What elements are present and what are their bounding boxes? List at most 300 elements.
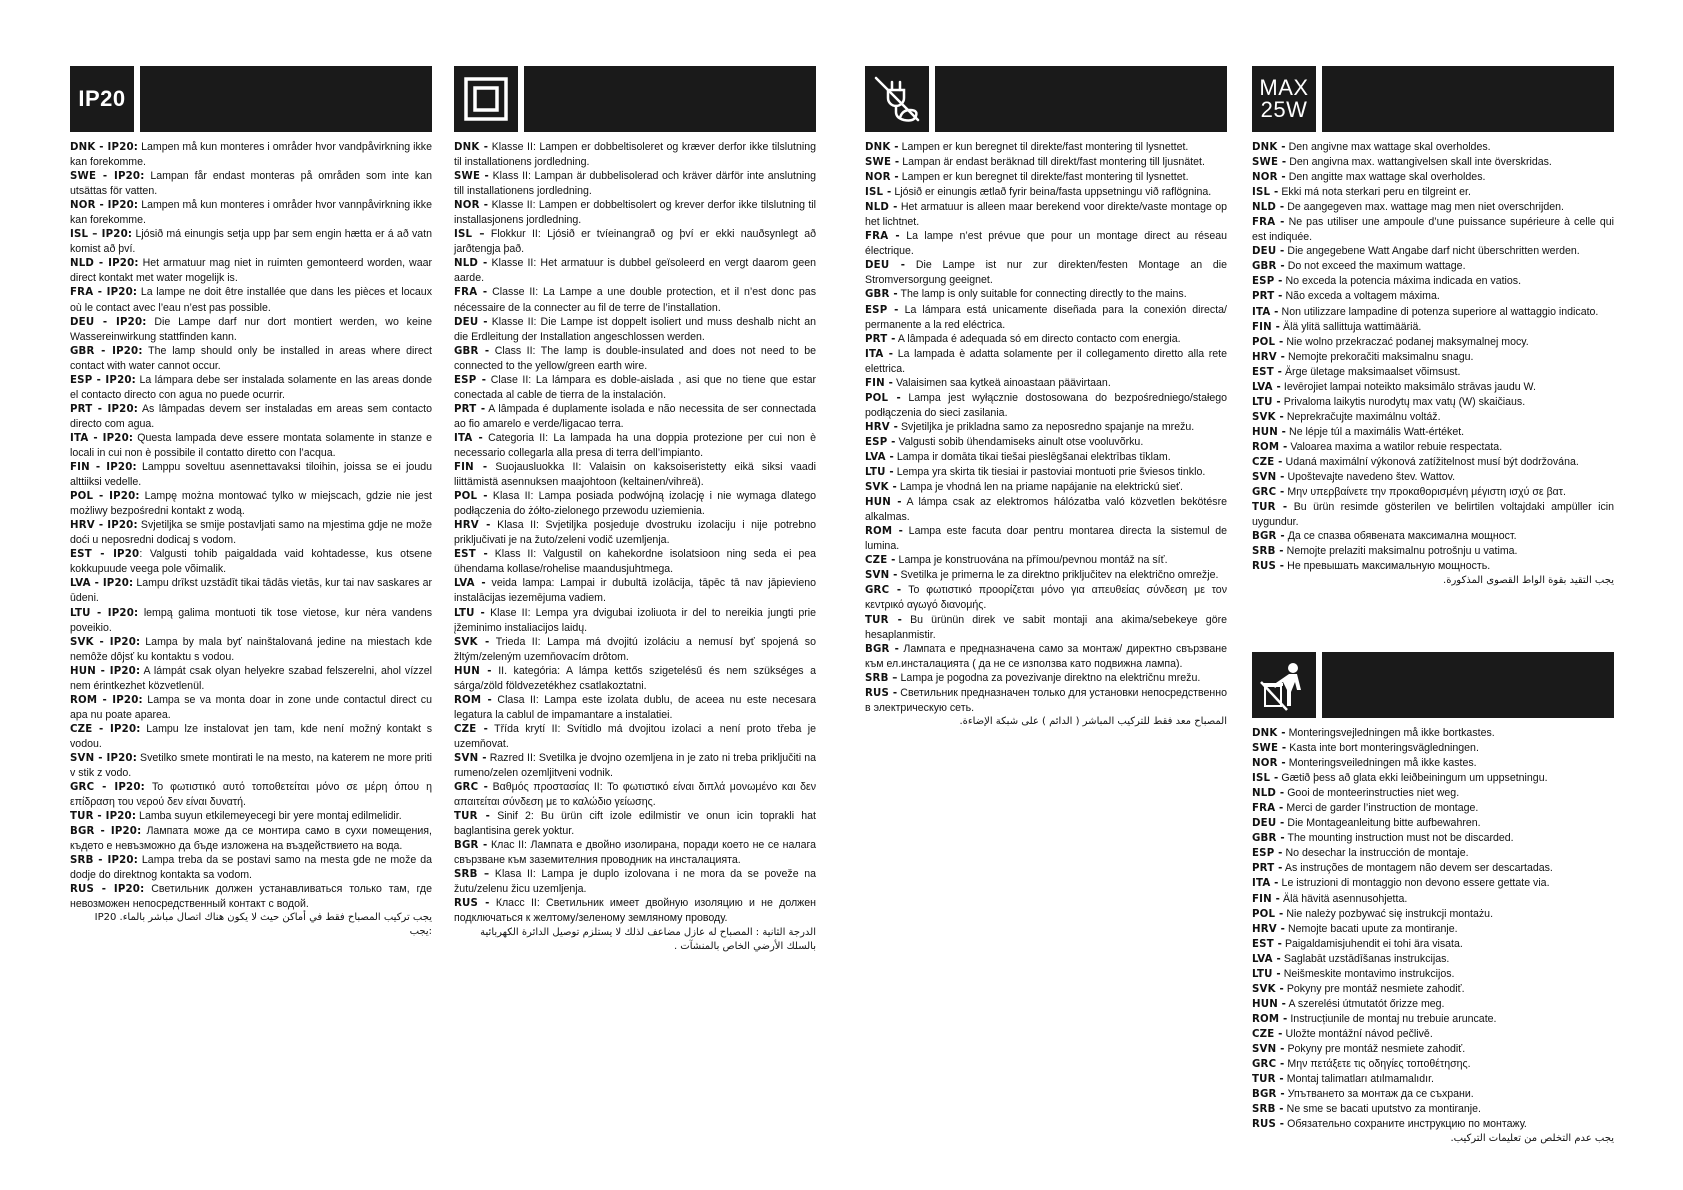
language-code: PRT -	[1252, 863, 1283, 875]
entry-text: A lâmpada é adequada só em directo contacto com energia.	[895, 332, 1181, 345]
language-code: PRT -	[865, 333, 896, 345]
entry-text: Pokyny pre montáž nesmiete zahodiť.	[1283, 982, 1465, 995]
entry-text: Classe II: La Lampe a une double protection, et il n’est donc pas nécessaire de la connecter au fil de terre de l’installation.	[454, 286, 816, 314]
entry-text: Privaloma laikytis nurodytų max vatų (W) skaičiaus.	[1280, 395, 1526, 408]
language-entry	[865, 686, 1227, 715]
language-code: POL - IP20:	[70, 491, 140, 503]
language-entry	[1252, 741, 1614, 756]
entry-text: Обязательно сохраните инструкцию по монтажу.	[1284, 1118, 1527, 1131]
entry-text: Lampan är endast beräknad till direkt/fast montering till ljusnätet.	[899, 156, 1205, 169]
language-entry	[70, 227, 432, 256]
language-entry	[1252, 1057, 1614, 1072]
language-entry	[1252, 559, 1614, 574]
class2-header	[454, 66, 816, 134]
entry-text: Βαθμός προστασίας II: Το φωτιστικό είναι διπλά μονωμένο και δεν απαιτείται σύνδεση με το καλώδιο γείωσης.	[454, 781, 816, 809]
language-entry	[70, 780, 432, 809]
language-entry	[1252, 500, 1614, 529]
language-code: LTU -	[1252, 968, 1281, 980]
language-entry	[70, 751, 432, 780]
language-code: SVN -	[865, 570, 898, 582]
entry-text: Lampa je pogodna za povezivanje direktno na električnu mrežu.	[897, 671, 1201, 684]
language-entry	[70, 256, 432, 285]
language-entry	[70, 489, 432, 518]
entry-text: Valgusti sobib ühendamiseks ainult otse vooluvõrku.	[895, 435, 1144, 448]
language-entry	[70, 198, 432, 227]
language-entry	[1252, 155, 1614, 170]
entry-text: Lampen er kun beregnet til direkte/fast montering til lysnettet.	[898, 171, 1189, 184]
language-entry	[1252, 1117, 1614, 1132]
entry-text: Die Lampe darf nur dort montiert werden, wo keine Wassereinwirkung stattfinden kann.	[70, 315, 433, 343]
language-code: DEU -	[865, 260, 906, 272]
arabic-text: يجب عدم التخلص من تعليمات التركيب.	[1450, 1133, 1614, 1145]
language-entry	[70, 824, 432, 853]
language-code: FIN -	[865, 377, 894, 389]
entry-text: Клас II: Лампата е двойно изолирана, поради което не се налага свързване към заземителния проводник на инсталацията.	[454, 839, 817, 867]
language-code: NOR - IP20:	[70, 200, 139, 212]
language-code: DNK -	[1252, 728, 1286, 739]
language-entry	[1252, 816, 1614, 831]
wattage-label: 25W	[1260, 97, 1308, 122]
language-entry	[454, 344, 816, 373]
language-entry	[1252, 529, 1614, 544]
language-entry	[865, 155, 1227, 170]
max-label: MAX	[1259, 75, 1309, 100]
language-code: ESP -	[865, 436, 896, 448]
entry-text: No exceda la potencia máxima indicada en vatios.	[1282, 275, 1522, 288]
language-entry	[1252, 1012, 1614, 1027]
header-bar	[524, 66, 816, 132]
language-code: PRT -	[1252, 291, 1283, 303]
language-code: TUR -	[865, 614, 903, 626]
language-entry	[1252, 952, 1614, 967]
language-entry	[70, 518, 432, 547]
language-entry	[1252, 455, 1614, 470]
language-entry	[70, 460, 432, 489]
language-code: ISL -	[1252, 187, 1279, 199]
language-entry	[1252, 1087, 1614, 1102]
entry-text: Klasse II: Lampen er dobbeltisoleret og kræver derfor ikke tilslutning til installationens jordledning.	[454, 141, 817, 169]
language-entry	[1252, 440, 1614, 455]
language-entry	[1252, 335, 1614, 350]
language-code: HUN -	[454, 665, 492, 677]
entry-text: Älä ylitä sallittuja wattimääriä.	[1280, 320, 1422, 333]
language-entry	[1252, 967, 1614, 982]
entry-text: lempą galima montuoti tik tose vietose, kur nėra vandens poveikio.	[70, 606, 432, 634]
language-code: ITA -	[1252, 878, 1279, 890]
entry-text: Die Montageanleitung bitte aufbewahren.	[1284, 817, 1481, 830]
direct-mount-header	[865, 66, 1227, 134]
language-code: PRT -	[454, 403, 486, 415]
ip20-section	[70, 66, 432, 939]
entry-text: Neprekračujte maximálnu voltáž.	[1283, 410, 1441, 423]
entry-text: Die Lampe ist nur zur direkten/festen Montage an die Stromversorgung geeignet.	[865, 259, 1227, 287]
language-entry	[1252, 380, 1614, 395]
arabic-text: الدرجة الثانية : المصباح له عازل مضاعف لذلك لا يستلزم توصيل الدائرة الكهربائية بالسلك الأرضي الخاص بالمنشآت .	[480, 926, 816, 952]
language-code: BGR -	[1252, 1089, 1285, 1101]
language-entry	[454, 373, 816, 402]
no-trash-icon	[1252, 652, 1316, 718]
entry-text: Uložte montážní návod pečlivě.	[1282, 1027, 1433, 1040]
entry-text: De aangegeven max. wattage mag men niet overschrijden.	[1284, 201, 1564, 214]
entry-text: Klasse II: Het armatuur is dubbel geïsoleerd en vergt daarom geen aarde.	[454, 257, 817, 285]
language-entry	[1252, 485, 1614, 500]
arabic-text: يجب التقيد بقوة الواط القصوى المذكورة.	[1443, 575, 1614, 587]
entry-text: Lampu lze instalovat jen tam, kde není možný kontakt s vodou.	[70, 722, 432, 750]
class2-section	[454, 66, 816, 954]
language-entry	[865, 140, 1227, 155]
language-entry	[865, 200, 1227, 229]
header-bar	[1322, 66, 1614, 132]
language-entry	[454, 431, 816, 460]
language-code: CZE -	[1252, 1028, 1283, 1040]
language-entry	[70, 547, 432, 576]
entry-text: Лампата е предназначена само за монтаж/ директно свързване към ел.инсталацията ( да не се използва като подвижна лампа).	[865, 642, 1228, 670]
entry-text: Lampen må kun monteres i områder hvor vannpåvirkning ikke kan forekomme.	[70, 199, 432, 227]
language-code: GRC -	[1252, 487, 1285, 499]
language-entry	[1252, 305, 1614, 320]
entry-text: Ne lépje túl a maximális Watt-értéket.	[1286, 425, 1465, 438]
entry-text: Kasta inte bort monteringsvägledningen.	[1286, 742, 1479, 755]
language-code: CZE -	[865, 555, 896, 567]
entry-text: Lempa yra skirta tik tiesiai ir pastoviai montuoti prie šviesos tinklo.	[893, 466, 1206, 479]
language-code: ITA -	[1252, 306, 1279, 318]
language-code: CZE -	[454, 723, 489, 735]
language-entry	[70, 809, 432, 824]
language-code: SRB - IP20:	[70, 855, 138, 867]
language-code: LTU -	[1252, 396, 1281, 408]
language-code: DNK -	[865, 142, 899, 153]
language-entry	[1252, 365, 1614, 380]
language-code: RUS -	[1252, 561, 1285, 573]
entry-text: Nie należy pozbywać się instrukcji montażu.	[1283, 907, 1494, 920]
language-code: GRC - IP20:	[70, 782, 145, 794]
entry-text: Svetilka je primerna le za direktno priključitev na električno omrežje.	[897, 569, 1219, 582]
language-entry	[865, 450, 1227, 465]
language-code: SWE - IP20:	[70, 171, 145, 183]
entry-text: Bu ürünün direk ve sabit montaji ana akima/sebekeye göre hesaplanmistir.	[865, 613, 1228, 641]
language-entry	[454, 722, 816, 751]
language-code: CZE -	[1252, 456, 1283, 468]
entry-text: Lampa je vhodná len na priame napájanie na elektrickú sieť.	[896, 481, 1183, 494]
entry-text: Class II: The lamp is double-insulated and does not need to be connected to the yellow/green earth wire.	[454, 344, 817, 372]
language-code: SRB –	[865, 672, 898, 684]
language-entry	[1252, 892, 1614, 907]
max-wattage-entries	[1252, 140, 1614, 574]
language-code: GBR -	[454, 345, 490, 357]
entry-text: Μην πετάξετε τις οδηγίες τοποθέτησης.	[1284, 1058, 1471, 1071]
language-code: SVN -	[1252, 1043, 1285, 1055]
language-entry	[1252, 470, 1614, 485]
entry-text: Nemojte prelaziti maksimalnu potrošnju u vatima.	[1283, 545, 1518, 558]
language-code: RUS -	[1252, 1119, 1285, 1131]
language-code: SVK -	[454, 636, 490, 648]
language-entry	[1252, 997, 1614, 1012]
entry-text: veida lampa: Lampai ir dubultā izolācija, tāpēc tā nav jāpievieno instalācijas iezemējuma vadiem.	[454, 577, 816, 605]
language-code: HRV -	[865, 421, 899, 433]
language-code: GRC -	[865, 585, 902, 597]
language-entry	[70, 140, 432, 169]
ip20-badge	[70, 66, 134, 132]
language-code: GBR -	[865, 289, 898, 301]
language-entry	[865, 391, 1227, 420]
direct-mount-entries	[865, 140, 1227, 715]
language-entry	[70, 576, 432, 605]
language-code: SWE -	[454, 171, 489, 183]
language-entry	[865, 185, 1227, 200]
entry-text: Не превышать максимальную мощность.	[1284, 560, 1491, 573]
language-entry	[865, 495, 1227, 524]
entry-text: Le istruzioni di montaggio non devono essere gettate via.	[1278, 877, 1550, 890]
language-entry	[70, 693, 432, 722]
language-entry	[454, 315, 816, 344]
language-entry	[865, 229, 1227, 258]
entry-text: Pokyny pre montáž nesmiete zahodiť.	[1284, 1042, 1466, 1055]
entry-text: Saglabāt uzstādīšanas instrukcijas.	[1280, 952, 1450, 965]
language-code: ITA -	[454, 432, 483, 444]
header-bar	[935, 66, 1227, 132]
language-code: EST -	[1252, 366, 1283, 378]
language-code: ISL -	[1252, 773, 1279, 785]
language-code: BGR -	[1252, 531, 1285, 543]
language-code: EST - IP20	[70, 549, 140, 561]
language-entry	[1252, 876, 1614, 891]
entry-text: Klasse II: Lampen er dobbeltisolert og krever derfor ikke tilslutning til installasjonens jordledning.	[454, 199, 816, 227]
language-entry	[454, 896, 816, 925]
entry-text: Clase II: La lámpara es doble-aislada , asi que no tiene que estar conectada al cable de tierra de la instalación.	[454, 373, 816, 401]
language-code: RUS - IP20:	[70, 884, 145, 896]
entry-text: Questa lampada deve essere montata solamente in stanze e locali in cui non è possibile il contatto diretto con l’acqua.	[70, 431, 432, 459]
language-entry	[1252, 544, 1614, 559]
max-wattage-badge	[1252, 66, 1316, 132]
entry-text: Paigaldamisjuhendit ei tohi ära visata.	[1282, 937, 1463, 950]
entry-text: Ljósið er einungis ætlað fyrir beina/fasta uppsetningu við raflögnina.	[891, 186, 1212, 199]
entry-text: As instruções de montagem não devem ser descartadas.	[1282, 862, 1553, 875]
entry-text: Merci de garder l’instruction de montage.	[1283, 802, 1479, 815]
language-entry	[865, 583, 1227, 612]
language-code: RUS -	[454, 898, 490, 910]
language-entry	[70, 315, 432, 344]
language-code: ROM -	[1252, 441, 1288, 453]
language-code: NOR -	[1252, 758, 1286, 770]
language-code: SVK -	[1252, 983, 1284, 995]
language-code: DNK -	[1252, 142, 1286, 153]
ip20-badge-text: IP20	[78, 86, 126, 111]
language-code: HRV - IP20:	[70, 520, 138, 532]
language-entry	[454, 547, 816, 576]
language-code: FRA -	[1252, 803, 1284, 815]
language-code: POL -	[1252, 336, 1284, 348]
entry-text: Montaj talimatları atılmamalıdır.	[1283, 1073, 1434, 1086]
language-entry	[1252, 801, 1614, 816]
language-entry	[865, 524, 1227, 553]
language-entry	[454, 838, 816, 867]
language-entry	[1252, 140, 1614, 155]
entry-text: No desechar la instrucción de montaje.	[1282, 847, 1469, 860]
keep-instructions-section	[1252, 652, 1614, 1146]
direct-mount-section	[865, 66, 1227, 729]
language-code: POL -	[1252, 908, 1284, 920]
language-code: EST -	[454, 549, 488, 561]
entry-text: Μην υπερβαίνετε την προκαθορισμένη μέγιστη ισχύ σε βατ.	[1284, 486, 1566, 499]
no-plug-icon	[865, 66, 929, 132]
entry-text: A szerelési útmutatót őrizze meg.	[1286, 997, 1445, 1010]
entry-text: Класс II: Светильник имеет двойную изоляцию и не должен подключаться к желтому/зеленому земляному проводу.	[454, 897, 816, 925]
entry-text: Lampa by mala byť nainštalovaná jedine na miestach kde nemôže dôjsť ku kontaktu s vodou.	[70, 635, 432, 663]
ip20-entries	[70, 140, 432, 911]
language-entry	[1252, 1027, 1614, 1042]
language-entry	[865, 303, 1227, 332]
entry-text: Ljósið má einungis setja upp þar sem engin hætta er á að vatn komist að því.	[70, 228, 432, 256]
entry-text: Het armatuur mag niet in ruimten gemonteerd worden, waar direct kontakt met water mogelijk is.	[70, 257, 433, 285]
entry-text: Den angivna max. wattangivelsen skall inte överskridas.	[1286, 156, 1552, 169]
language-code: CZE - IP20:	[70, 723, 141, 735]
language-code: FIN -	[1252, 893, 1281, 905]
language-entry	[70, 853, 432, 882]
entry-text: Lampa jest wyłącznie dostosowana do bezpośredniego/stałego podłączenia do sieci zasilania.	[865, 391, 1227, 419]
language-code: TUR -	[454, 811, 491, 823]
language-code: DNK -	[454, 142, 489, 153]
language-code: BGR -	[454, 840, 488, 852]
entry-text: Lamppu soveltuu asennettavaksi tiloihin, joissa se ei joudu alttiiksi vedelle.	[70, 461, 433, 489]
language-code: FIN -	[454, 462, 488, 474]
language-entry	[1252, 215, 1614, 244]
entry-text: Lamba suyun etkilemeyecegi bir yere montaj edilmelidir.	[136, 810, 402, 823]
entry-text: Lampa este facuta doar pentru montarea directa la sistemul de lumina.	[865, 525, 1227, 553]
language-code: HRV -	[1252, 351, 1286, 363]
language-code: EST -	[1252, 938, 1283, 950]
entry-text: Flokkur II: Ljósið er tvíeinangrað og því er ekki nauðsynlegt að jarðtengja það.	[454, 228, 816, 256]
header-bar	[1322, 652, 1614, 718]
language-entry	[1252, 846, 1614, 861]
language-entry	[454, 198, 816, 227]
language-code: SVN -	[1252, 472, 1285, 484]
language-code: BGR -	[865, 643, 900, 655]
language-entry	[454, 285, 816, 314]
language-entry	[70, 606, 432, 635]
language-code: ROM -	[454, 694, 492, 706]
entry-text: Bu ürün resimde gösterilen ve belirtilen voltajdaki ampüller icin uygundur.	[1252, 501, 1615, 529]
entry-text: Instrucțiunile de montaj nu trebuie aruncate.	[1287, 1012, 1497, 1025]
language-entry	[865, 332, 1227, 347]
language-code: LVA -	[1252, 953, 1281, 965]
language-entry	[454, 751, 816, 780]
language-code: NOR -	[865, 172, 899, 184]
language-code: ESP -	[865, 304, 899, 316]
language-code: SWE -	[1252, 157, 1287, 169]
language-entry	[454, 664, 816, 693]
language-entry	[454, 780, 816, 809]
language-code: LVA - IP20:	[70, 578, 134, 590]
language-entry	[865, 287, 1227, 302]
entry-text: Lampę można montować tylko w miejscach, gdzie nie jest możliwy bezpośredni kontakt z wodą.	[70, 490, 432, 518]
language-entry	[454, 140, 816, 169]
entry-text: Do not exceed the maximum wattage.	[1284, 260, 1466, 273]
language-entry	[865, 347, 1227, 376]
language-code: DEU - IP20:	[70, 316, 147, 328]
entry-text: A lámpát csak olyan helyekre szabad felszerelni, ahol vízzel nem érintkezhet közvetlenül.	[70, 664, 432, 692]
language-code: ISL – IP20:	[70, 229, 133, 241]
language-entry	[1252, 1072, 1614, 1087]
language-code: ROM -	[1252, 1013, 1288, 1025]
language-entry	[454, 256, 816, 285]
entry-text: Klase II: Lempa yra dvigubai izoliuota ir del to nereikia jungti prie įžeminimo instaliacijos laidų.	[454, 606, 816, 634]
max-wattage-section	[1252, 66, 1614, 588]
language-code: GBR -	[1252, 261, 1285, 273]
entry-text: Klasa II: Svjetiljka posjeduje dvostruku izolaciju i nije potrebno priključivati je na žuto/zeleni vodič uzemljenja.	[454, 519, 816, 547]
language-entry	[1252, 1102, 1614, 1117]
entry-text: Светильник должен устанавливаться только там, где невозможен непосредственный контакт с водой.	[70, 883, 433, 911]
entry-text: Svjetiljka se smije postavljati samo na mjestima gdje ne može doći u neposredni dodicaj s vodom.	[70, 519, 432, 547]
language-code: SRB –	[454, 869, 490, 881]
language-entry	[865, 170, 1227, 185]
entry-text: Klass II: Valgustil on kahekordne isolatsioon ning seda ei pea ühendama kollase/rohelise maandusjuhtmega.	[454, 548, 816, 576]
language-entry	[1252, 395, 1614, 410]
language-code: ESP -	[1252, 848, 1283, 860]
entry-text: Het armatuur is alleen maar berekend voor direkte/vaste montage op het lichtnet.	[865, 201, 1227, 229]
language-entry	[1252, 200, 1614, 215]
entry-text: Лампата може да се монтира само в сухи помещения, където е невъзможно да бъде изложена на въздействието на вода.	[70, 825, 432, 853]
entry-text: Ärge ületage maksimaalset võimsust.	[1282, 365, 1461, 378]
language-entry	[865, 553, 1227, 568]
entry-text: Lampu drīkst uzstādīt tikai tādās vietās, kur tai nav saskares ar ūdeni.	[70, 577, 432, 605]
language-code: ROM - IP20:	[70, 694, 143, 706]
entry-text: The lamp is only suitable for connecting directly to the mains.	[897, 288, 1187, 301]
entry-text: Třída krytí II: Svítidlo má dvojitou izolaci a není proto třeba je uzemňovat.	[454, 722, 816, 750]
max-wattage-header	[1252, 66, 1614, 134]
entry-text: Klasa II: Lampa je duplo izolovana i ne mora da se poveže na žutu/zelenu žicu uzemljenja.	[454, 868, 816, 896]
entry-text: Gætið þess að glata ekki leiðbeiningum um uppsetningu.	[1278, 772, 1548, 785]
language-entry	[865, 642, 1227, 671]
entry-text: La lámpara está unicamente diseñada para la conexión directa/ permanente a la red eléctrica.	[865, 303, 1227, 331]
language-entry	[1252, 756, 1614, 771]
language-entry	[865, 465, 1227, 480]
language-entry	[454, 402, 816, 431]
entry-text: Categoria II: La lampada ha una doppia protezione per cui non è necessario collegarla alla presa di terra dell’impianto.	[454, 431, 817, 459]
language-code: SVN -	[454, 752, 487, 764]
language-code: ESP - IP20:	[70, 374, 136, 386]
language-code: GBR -	[1252, 833, 1285, 845]
language-code: SVK -	[865, 482, 897, 494]
language-entry	[1252, 410, 1614, 425]
language-entry	[70, 664, 432, 693]
language-code: ROM -	[865, 526, 904, 538]
language-entry	[454, 518, 816, 547]
language-code: LTU - IP20:	[70, 607, 139, 619]
language-entry	[865, 435, 1227, 450]
language-code: ISL –	[454, 229, 485, 241]
language-code: ESP -	[454, 374, 487, 386]
keep-instructions-entries	[1252, 726, 1614, 1132]
language-code: FRA -	[865, 231, 900, 243]
entry-text: Lampa se va monta doar in zone unde contactul direct cu apa nu poate aparea.	[70, 693, 432, 721]
entry-text: Valaisimen saa kytkeä ainoastaan päävirtaan.	[893, 376, 1111, 389]
language-entry	[865, 671, 1227, 686]
entry-text: Razred II: Svetilka je dvojno ozemljena in je zato ni treba priključiti na rumeno/zelen ozemljitveni vodnik.	[454, 751, 816, 780]
language-entry	[1252, 861, 1614, 876]
language-entry	[70, 344, 432, 373]
language-code: DEU -	[1252, 818, 1285, 830]
entry-text: Ne pas utiliser une ampoule d’une puissance supérieure à celle qui est indiquée.	[1252, 216, 1614, 244]
language-code: LVA -	[865, 451, 894, 463]
language-entry	[865, 568, 1227, 583]
language-code: FRA -	[1252, 217, 1285, 229]
language-entry	[1252, 937, 1614, 952]
language-code: TUR -	[1252, 502, 1288, 514]
entry-text: Ievērojiet lampai noteikto maksimālo strāvas jaudu W.	[1280, 380, 1536, 393]
entry-text: Sinif 2: Bu ürün cift izole edilmistir ve onun icin topraklі hat baglantisina gerek yoktur.	[454, 810, 816, 838]
entry-text: Упътването за монтаж да се съхрани.	[1284, 1088, 1474, 1101]
language-code: HUN -	[1252, 426, 1287, 438]
